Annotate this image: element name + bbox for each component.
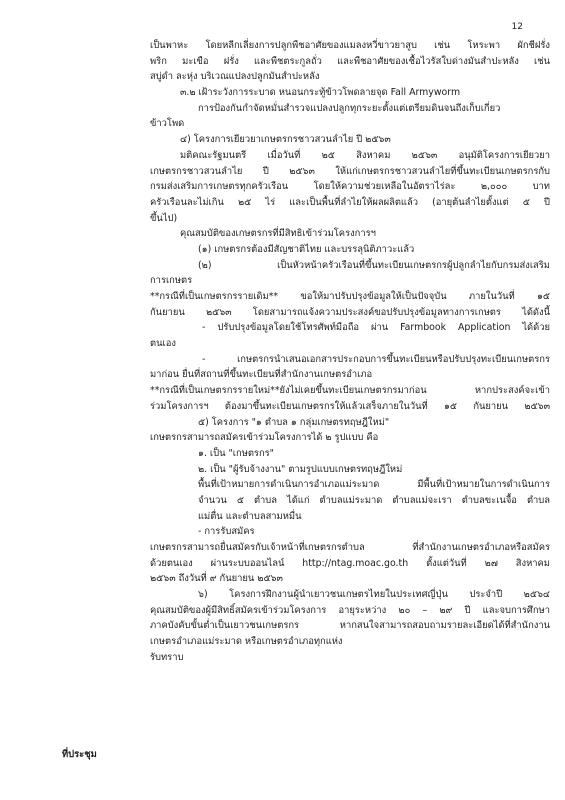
text-line: มาก่อน ยื่นที่สถานที่ขึ้นทะเบียนที่สำนักงานเกษตรอำเภอ bbox=[150, 369, 373, 381]
text-line: ร่วมโครงการฯ ต้องมาขึ้นทะเบียนเกษตรกรให้แล้วเสร็จภายในวันที่ ๑๕ กันยายน ๒๕๖๓ bbox=[150, 400, 550, 412]
text-line: ภาคบังคับขั้นต่ำเป็นเยาวชนเกษตรกร หากสนใจสามารถสอบถามรายละเอียดได้ที่สำนักงาน bbox=[150, 620, 550, 632]
text-line: เกษตรกรสามารถสมัครเข้าร่วมโครงการได้ ๒ รูปแบบ คือ bbox=[150, 432, 379, 444]
text-line: ๕) โครงการ "๑ ตำบล ๑ กลุ่มเกษตรทฤษฎีใหม่" bbox=[198, 416, 390, 428]
meeting-label: ที่ประชุม bbox=[62, 749, 97, 760]
text-line: สบู่ดำ ละหุ่ง บริเวณแปลงปลูกมันสำปะหลัง bbox=[150, 71, 320, 83]
text-line: เกษตรกรชาวสวนลำไย ปี ๒๕๖๓ ให้แก่เกษตรกรชาวสวนลำไยที่ขึ้นทะเบียนเกษตรกรกับ bbox=[150, 165, 550, 177]
text-line: ๖) โครงการฝึกงานผู้นำเยาวชนเกษตรไทยในประเทศญี่ปุ่น ประจำปี ๒๕๖๔ bbox=[198, 589, 550, 601]
text-line: คุณสมบัติของเกษตรกรที่มีสิทธิเข้าร่วมโครงการฯ bbox=[180, 228, 376, 240]
text-line: การป้องกันกำจัดหมั่นสำรวจแปลงปลูกทุกระยะตั้งแต่เตรียมดินจนถึงเก็บเกี่ยว bbox=[198, 102, 501, 114]
text-line: คุณสมบัติของผู้มีสิทธิ์สมัครเข้าร่วมโครงการ อายุระหว่าง ๒๐ – ๒๙ ปี และจบการศึกษา bbox=[150, 604, 550, 616]
text-line: ๑. เป็น "เกษตรกร" bbox=[198, 447, 274, 459]
text-line: ขึ้นไป) bbox=[150, 212, 178, 224]
text-line: ข้าวโพด bbox=[150, 118, 185, 130]
text-line: ด้วยตนเอง ผ่านระบบออนไลน์ http://ntag.moac.go.th ตั้งแต่วันที่ ๒๗ สิงหาคม bbox=[150, 557, 550, 569]
text-line: เกษตรอำเภอแม่ระมาด หรือเกษตรอำเภอทุกแห่ง bbox=[150, 636, 343, 648]
text-line: - ปรับปรุงข้อมูลโดยใช้โทรศัพท์มือถือ ผ่าน Farmbook Application ได้ด้วย bbox=[202, 322, 550, 334]
text-line: พื้นที่เป้าหมายการดำเนินการอำเภอแม่ระมาด มีพื้นที่เป้าหมายในการดำเนินการ bbox=[198, 479, 550, 491]
text-line: กันยายน ๒๕๖๓ โดยสามารถแจ้งความประสงค์ขอปรับปรุงข้อมูลทางการเกษตร ได้ดังนี้ bbox=[150, 306, 550, 318]
text-line: (๒) เป็นหัวหน้าครัวเรือนที่ขึ้นทะเบียนเกษตรกรผู้ปลูกลำไยกับกรมส่งเสริม bbox=[198, 259, 550, 271]
text-line: กรมส่งเสริมการเกษตรทุกครัวเรือน โดยให้ความช่วยเหลือในอัตราไร่ละ ๒,๐๐๐ บาท bbox=[150, 181, 550, 193]
text-line: - การรับสมัคร bbox=[198, 526, 255, 538]
text-line: เกษตรกรสามารถยื่นสมัครกับเจ้าหน้าที่เกษตรกรตำบล ที่สำนักงานเกษตรอำเภอหรือสมัคร bbox=[150, 542, 550, 553]
text-line: **กรณีที่เป็นเกษตรกรรายใหม่**ยังไม่เคยขึ้นทะเบียนเกษตรกรมาก่อน หากประสงค์จะเข้า bbox=[150, 385, 550, 397]
text-line: เป็นพาหะ โดยหลีกเลี่ยงการปลูกพืชอาศัยของแมลงหวี่ขาวยาสูบ เช่น โหระพา ผักชีฝรั่ง bbox=[150, 40, 550, 51]
text-line: **กรณีที่เป็นเกษตรกรรายเดิม** ขอให้มาปรับปรุงข้อมูลให้เป็นปัจจุบัน ภายในวันที่ ๑๕ bbox=[150, 291, 550, 302]
text-line: การเกษตร bbox=[150, 275, 193, 287]
text-line: มติคณะรัฐมนตรี เมื่อวันที่ ๒๕ สิงหาคม ๒๕๖๓ อนุมัติโครงการเยียวยา bbox=[180, 149, 550, 161]
meeting-resolution: รับทราบ bbox=[150, 651, 184, 663]
text-line: ครัวเรือนละไม่เกิน ๒๕ ไร่ และเป็นพื้นที่ลำไยให้ผลผลิตแล้ว (อายุต้นลำไยตั้งแต่ ๕ ปี bbox=[150, 196, 550, 208]
text-line: ๔) โครงการเยียวยาเกษตรกรชาวสวนลำไย ปี ๒๕๖๓ bbox=[180, 134, 391, 146]
text-line: พริก มะเขือ ฝรั่ง และพืชตระกูลถั่ว และพืชอาศัยของเชื้อไวรัสใบด่างมันสำปะหลัง เช่น bbox=[150, 55, 550, 67]
text-line: ๒. เป็น "ผู้รับจ้างงาน" ตามรูปแบบเกษตรทฤษฎีใหม่ bbox=[198, 463, 403, 475]
page-number: 12 bbox=[511, 22, 523, 32]
text-line: ตนเอง bbox=[150, 338, 176, 350]
text-line: จำนวน ๕ ตำบล ได้แก่ ตำบลแม่ระมาด ตำบลแม่จะเรา ตำบลขะเนจื้อ ตำบล bbox=[198, 494, 550, 506]
text-line: ๒๕๖๓ ถึงวันที่ ๙ กันยายน ๒๕๖๓ bbox=[150, 573, 283, 585]
text-line: - เกษตรกรนำเสนอเอกสารประกอบการขึ้นทะเบียนหรือปรับปรุงทะเบียนเกษตรกร bbox=[202, 353, 550, 365]
text-line: แม่ตื่น และตำบลสามหมื่น bbox=[198, 510, 302, 522]
text-line: ๓.๒ เฝ้าระวังการระบาด หนอนกระทู้ข้าวโพดลายจุด Fall Armyworm bbox=[180, 87, 461, 99]
text-line: (๑) เกษตรกรต้องมีสัญชาติไทย และบรรลุนิติภาวะแล้ว bbox=[198, 243, 415, 255]
document-body bbox=[150, 38, 550, 666]
